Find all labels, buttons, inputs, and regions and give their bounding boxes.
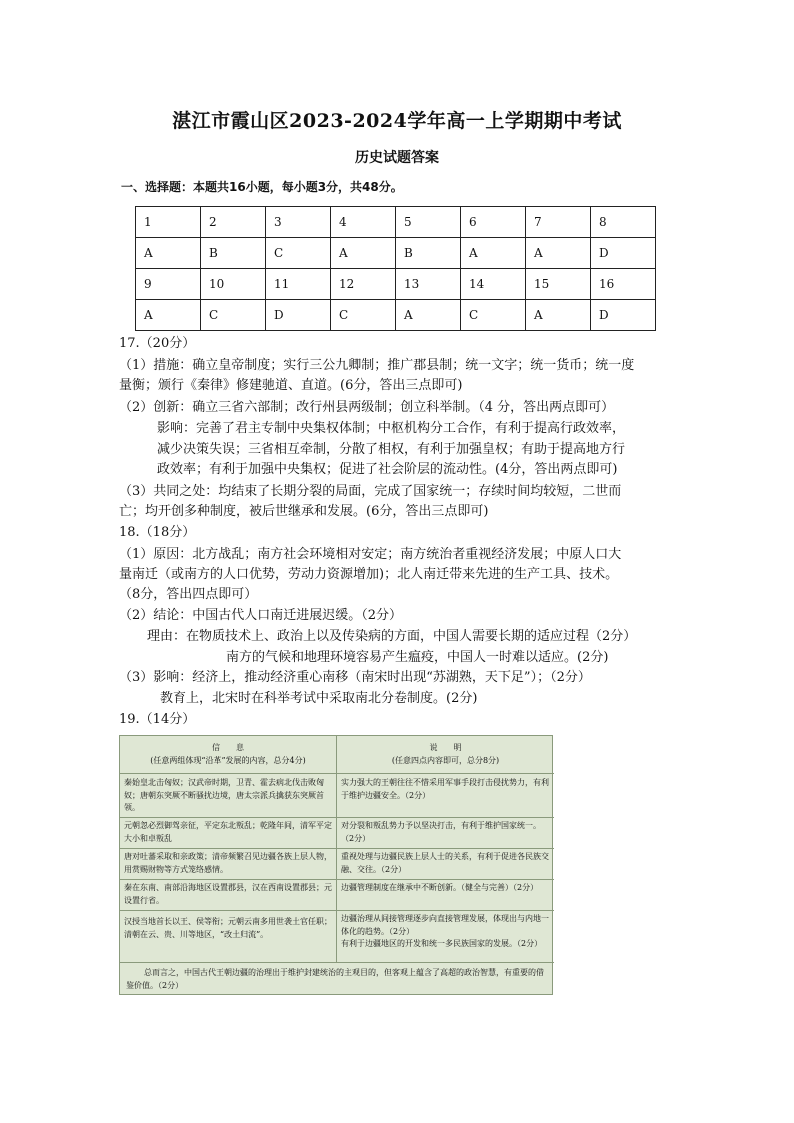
- q19-header-explain: [337, 736, 554, 774]
- q17-line: 量衡；颁行《秦律》修建驰道、直道。(6分，答出三点即可): [119, 378, 463, 393]
- q18-line: 理由：在物质技术上、政治上以及传染病的方面，中国人需要长期的适应过程（2分）: [147, 629, 637, 644]
- q18-line: （2）结论：中国古代人口南迁进展迟缓。（2分）: [119, 608, 403, 623]
- answer-cell: A: [526, 238, 591, 269]
- answer-cell: 3: [266, 207, 331, 238]
- q17-line: （1）措施：确立皇帝制度；实行三公九卿制；推广郡县制；统一文字；统一货币；统一度: [119, 358, 635, 373]
- q19-explain-cell: 边疆管理制度在继承中不断创新。（健全与完善）（2分）: [341, 883, 539, 892]
- answer-cell: C: [201, 300, 266, 331]
- answer-cell: 9: [136, 269, 201, 300]
- answer-cell: A: [331, 238, 396, 269]
- answer-cell: 11: [266, 269, 331, 300]
- q19-heading: 19.（14分）: [119, 712, 196, 727]
- answer-row: [136, 300, 656, 331]
- answer-cell: B: [396, 238, 461, 269]
- answer-cell: 12: [331, 269, 396, 300]
- answer-cell: A: [461, 238, 526, 269]
- q19-row-divider: [120, 910, 336, 911]
- answer-cell: D: [266, 300, 331, 331]
- q19-col1-title: 信 息: [212, 743, 244, 752]
- q18-line: 教育上，北宋时在科举考试中采取南北分卷制度。(2分): [160, 691, 478, 706]
- q18-line: 南方的气候和地理环境容易产生瘟疫，中国人一时难以适应。(2分): [226, 650, 609, 665]
- q17-line: （2）创新：确立三省六部制；改行州县两级制；创立科举制。（4 分，答出两点即可）: [119, 400, 615, 415]
- answer-cell: 6: [461, 207, 526, 238]
- q19-info-cell: 秦在东南、南部沿海地区设置郡县，汉在西南设置郡县；元设置行省。: [124, 883, 332, 905]
- page-subtitle: 历史试题答案: [355, 150, 439, 166]
- q19-col2-sub: (任意四点内容即可，总分8分): [391, 756, 500, 765]
- q18-heading: 18.（18分）: [119, 525, 196, 540]
- answer-table: [135, 206, 656, 331]
- q19-explain-cell: 对分裂和叛乱势力予以坚决打击，有利于维护国家统一。（2分）: [341, 821, 541, 843]
- answer-cell: 10: [201, 269, 266, 300]
- section1-heading: 一、选择题：本题共16小题，每小题3分，共48分。: [121, 180, 403, 194]
- q17-line: 减少决策失误；三省相互牵制，分散了相权，有利于加强皇权；有助于提高地方行: [157, 442, 626, 457]
- answer-cell: 14: [461, 269, 526, 300]
- answer-cell: 15: [526, 269, 591, 300]
- q17-line: 亡；均开创多种制度，被后世继承和发展。(6分，答出三点即可): [119, 504, 489, 519]
- q19-col2-title: 说 明: [429, 743, 462, 752]
- answer-cell: A: [136, 300, 201, 331]
- answer-cell: A: [396, 300, 461, 331]
- q19-info-cell: 汉授当地首长以王、侯等衔；元朝云南多用世袭土官任职；清朝在云、贵、川等地区，“改土归流”。: [124, 917, 332, 939]
- q18-line: （3）影响：经济上，推动经济重心南移（南宋时出现“苏湖熟，天下足”）；（2分）: [119, 670, 591, 685]
- q18-line: 量南迁（或南方的人口优势，劳动力资源增加)；北人南迁带来先进的生产工具、技术。: [119, 567, 619, 582]
- q19-summary-text: 总而言之，中国古代王朝边疆的治理出于维护封建统治的主观目的，但客观上蕴含了高超的政治智慧，有重要的借鉴价值。（2分）: [126, 968, 544, 990]
- answer-row: [136, 238, 656, 269]
- q17-heading: 17.（20分）: [119, 336, 196, 351]
- answer-cell: B: [201, 238, 266, 269]
- q19-col1-sub: (任意两组体现“沿革”发展的内容，总分4分): [150, 756, 306, 765]
- q19-header-info: [120, 736, 336, 774]
- answer-cell: 4: [331, 207, 396, 238]
- q19-explain-cell: 边疆治理从间接管理逐步向直接管理发展，体现出与内地一体化的趋势。（2分）: [341, 914, 549, 936]
- q19-info-cell: 秦始皇北击匈奴；汉武帝时期，卫青、霍去病北伐击败匈奴；唐朝东突厥不断骚扰边境，唐太宗派兵擒获东突厥首领。: [124, 778, 324, 812]
- q19-table: [119, 735, 553, 995]
- answer-cell: 5: [396, 207, 461, 238]
- answer-cell: 16: [591, 269, 656, 300]
- answer-cell: 7: [526, 207, 591, 238]
- page-title: 湛江市霞山区2023-2024学年高一上学期期中考试: [172, 110, 622, 132]
- q17-line: 影响：完善了君主专制中央集权体制；中枢机构分工合作，有利于提高行政效率，: [157, 421, 626, 436]
- answer-cell: C: [461, 300, 526, 331]
- q18-line: （8分，答出四点即可）: [119, 587, 258, 602]
- answer-row: [136, 269, 656, 300]
- q19-info-cell: 唐对吐蕃采取和亲政策；清帝频繁召见边疆各族上层人物，用赏赐财物等方式笼络感情。: [124, 852, 332, 874]
- answer-cell: A: [526, 300, 591, 331]
- answer-cell: C: [331, 300, 396, 331]
- answer-cell: 1: [136, 207, 201, 238]
- q19-info-cell: 元朝忽必烈御驾亲征，平定东北叛乱；乾隆年间，清军平定大小和卓叛乱: [124, 821, 332, 843]
- q18-line: （1）原因：北方战乱；南方社会环境相对安定；南方统治者重视经济发展；中原人口大: [119, 547, 622, 562]
- answer-row: [136, 207, 656, 238]
- answer-cell: D: [591, 300, 656, 331]
- answer-cell: 2: [201, 207, 266, 238]
- q17-line: 政效率；有利于加强中央集权；促进了社会阶层的流动性。(4分，答出两点即可): [157, 462, 618, 477]
- answer-cell: A: [136, 238, 201, 269]
- q19-explain-cell: 实力强大的王朝往往不惜采用军事手段打击侵扰势力，有利于维护边疆安全。（2分）: [341, 778, 549, 800]
- answer-cell: 8: [591, 207, 656, 238]
- q17-line: （3）共同之处：均结束了长期分裂的局面，完成了国家统一；存续时间均较短，二世而: [119, 484, 622, 499]
- q19-explain-cell: 重视处理与边疆民族上层人士的关系，有利于促进各民族交融、交往。（2分）: [341, 852, 549, 874]
- answer-cell: 13: [396, 269, 461, 300]
- q19-summary: [120, 962, 554, 996]
- answer-cell: D: [591, 238, 656, 269]
- answer-cell: C: [266, 238, 331, 269]
- q19-explain-cell: 有利于边疆地区的开发和统一多民族国家的发展。（2分）: [341, 939, 543, 948]
